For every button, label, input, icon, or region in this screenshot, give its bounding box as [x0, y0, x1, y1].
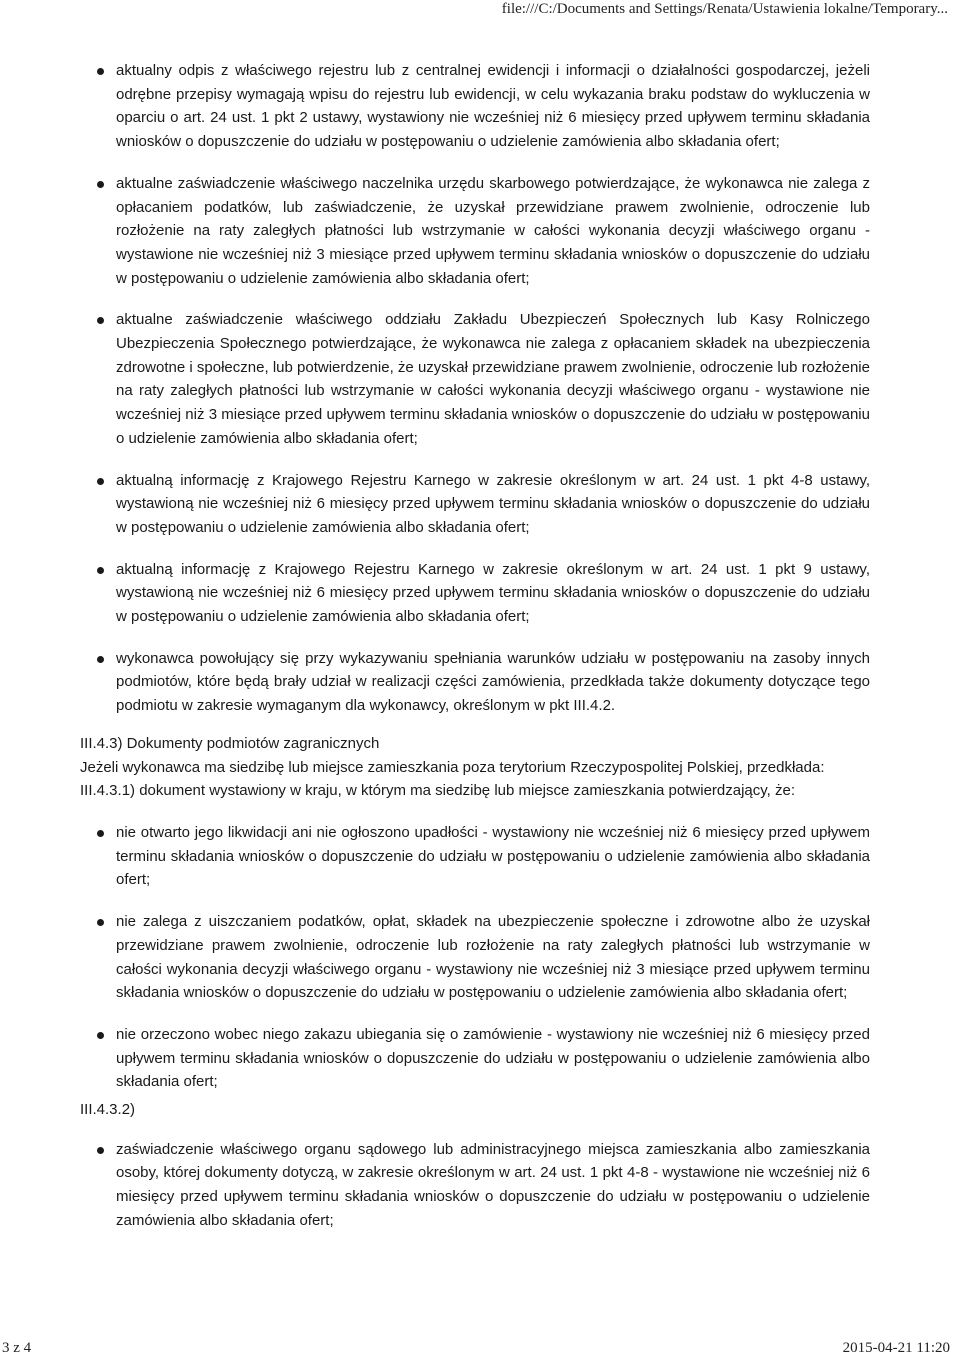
list-item: [80, 59, 870, 154]
page-header-path: file:///C:/Documents and Settings/Renata/Ustawienia lokalne/Temporary...: [501, 1, 948, 17]
bullet-list-sub2: [80, 1138, 870, 1233]
list-item-text: nie zalega z uiszczaniem podatków, opłat, składek na ubezpieczenie społeczne i zdrowotne albo że uzyskał przewidziane prawem zwolnienie, odroczenie lub rozłożenie na raty zaległych płatności lub wstrzymanie w całości wykonania decyzji właściwego organu - wystawiony nie wcześniej niż 3 miesiące przed upływem terminu składania wniosków o dopuszczenie do udziału w postępowaniu o udzielenie zamówienia albo składania ofert;: [116, 913, 870, 1002]
list-item: [80, 821, 870, 892]
list-item: [80, 1023, 870, 1094]
bullet-list-sub1: [80, 821, 870, 1094]
list-item-text: aktualny odpis z właściwego rejestru lub z centralnej ewidencji i informacji o działalności gospodarczej, jeżeli odrębne przepisy wymagają wpisu do rejestru lub ewidencji, w celu wykazania braku podstaw do wykluczenia w oparciu o art. 24 ust. 1 pkt 2 ustawy, wystawiony nie wcześniej niż 6 miesięcy przed upływem terminu składania wniosków o dopuszczenie do udziału w postępowaniu o udzielenie zamówienia albo składania ofert;: [116, 62, 870, 151]
bullet-icon: [97, 181, 104, 188]
footer-datetime: 2015-04-21 11:20: [842, 1340, 950, 1356]
list-item: [80, 469, 870, 540]
bullet-icon: [97, 1032, 104, 1039]
list-item-text: aktualne zaświadczenie właściwego naczelnika urzędu skarbowego potwierdzające, że wykonawca nie zalega z opłacaniem podatków, lub zaświadczenie, że uzyskał przewidziane prawem zwolnienie, odroczenie lub rozłożenie na raty zaległych płatności lub wstrzymanie w całości wykonania decyzji właściwego organu - wystawione nie wcześniej niż 3 miesiące przed upływem terminu składania wniosków o dopuszczenie do udziału w postępowaniu o udzielenie zamówienia albo składania ofert;: [116, 174, 870, 287]
bullet-icon: [97, 1147, 104, 1154]
section-intro: Jeżeli wykonawca ma siedzibę lub miejsce zamieszkania poza terytorium Rzeczypospolitej Polskiej, przedkłada:: [80, 758, 825, 776]
bullet-list-top: [80, 59, 870, 718]
list-item-text: aktualne zaświadczenie właściwego oddziału Zakładu Ubezpieczeń Społecznych lub Kasy Rolniczego Ubezpieczenia Społecznego potwierdzające, że wykonawca nie zalega z opłacaniem składek na ubezpieczenia zdrowotne i społeczne, lub potwierdzenie, że uzyskał przewidziane prawem zwolnienie, odroczenie lub rozłożenie na raty zaległych płatności lub wstrzymanie w całości wykonania decyzji właściwego organu - wystawione nie wcześniej niż 3 miesiące przed upływem terminu składania wniosków o dopuszczenie do udziału w postępowaniu o udzielenie zamówienia albo składania ofert;: [116, 311, 870, 447]
list-item-text: zaświadczenie właściwego organu sądowego lub administracyjnego miejsca zamieszkania albo zamieszkania osoby, której dokumenty dotyczą, w zakresie określonym w art. 24 ust. 1 pkt 4-8 - wystawione nie wcześniej niż 6 miesięcy przed upływem terminu składania wniosków o dopuszczenie do udziału w postępowaniu o udzielenie zamówienia albo składania ofert;: [116, 1140, 870, 1229]
document-body: [80, 59, 870, 1233]
list-item-text: aktualną informację z Krajowego Rejestru Karnego w zakresie określonym w art. 24 ust. 1 pkt 9 ustawy, wystawioną nie wcześniej niż 6 miesięcy przed upływem terminu składania wniosków o dopuszczenie do udziału w postępowaniu o udzielenie zamówienia albo składania ofert;: [116, 560, 870, 626]
list-item: [80, 647, 870, 718]
subsection-label-2: III.4.3.2): [80, 1101, 136, 1119]
list-item: [80, 910, 870, 1005]
list-item-text: nie orzeczono wobec niego zakazu ubiegania się o zamówienie - wystawiony nie wcześniej niż 6 miesięcy przed upływem terminu składania wniosków o dopuszczenie do udziału w postępowaniu o udzielenie zamówienia albo składania ofert;: [116, 1025, 870, 1091]
bullet-icon: [97, 919, 104, 926]
list-item: [80, 172, 870, 291]
section-title: III.4.3) Dokumenty podmiotów zagranicznych: [80, 734, 380, 752]
list-item: [80, 308, 870, 450]
bullet-icon: [97, 656, 104, 663]
list-item: [80, 558, 870, 629]
bullet-icon: [97, 317, 104, 324]
page-number: 3 z 4: [2, 1340, 32, 1356]
bullet-icon: [97, 567, 104, 574]
bullet-icon: [97, 478, 104, 485]
subsection-label-1: III.4.3.1) dokument wystawiony w kraju, w którym ma siedzibę lub miejsce zamieszkania potwierdzający, że:: [80, 782, 795, 800]
list-item: [80, 1138, 870, 1233]
list-item-text: nie otwarto jego likwidacji ani nie ogłoszono upadłości - wystawiony nie wcześniej niż 6 miesięcy przed upływem terminu składania wniosków o dopuszczenie do udziału w postępowaniu o udzielenie zamówienia albo składania ofert;: [116, 823, 870, 889]
bullet-icon: [97, 830, 104, 837]
list-item-text: wykonawca powołujący się przy wykazywaniu spełniania warunków udziału w postępowaniu na zasoby innych podmiotów, które będą brały udział w realizacji części zamówienia, przedkłada także dokumenty dotyczące tego podmiotu w zakresie wymaganym dla wykonawcy, określonym w pkt III.4.2.: [116, 649, 870, 715]
bullet-icon: [97, 68, 104, 75]
list-item-text: aktualną informację z Krajowego Rejestru Karnego w zakresie określonym w art. 24 ust. 1 pkt 4-8 ustawy, wystawioną nie wcześniej niż 6 miesięcy przed upływem terminu składania wniosków o dopuszczenie do udziału w postępowaniu o udzielenie zamówienia albo składania ofert;: [116, 471, 870, 536]
